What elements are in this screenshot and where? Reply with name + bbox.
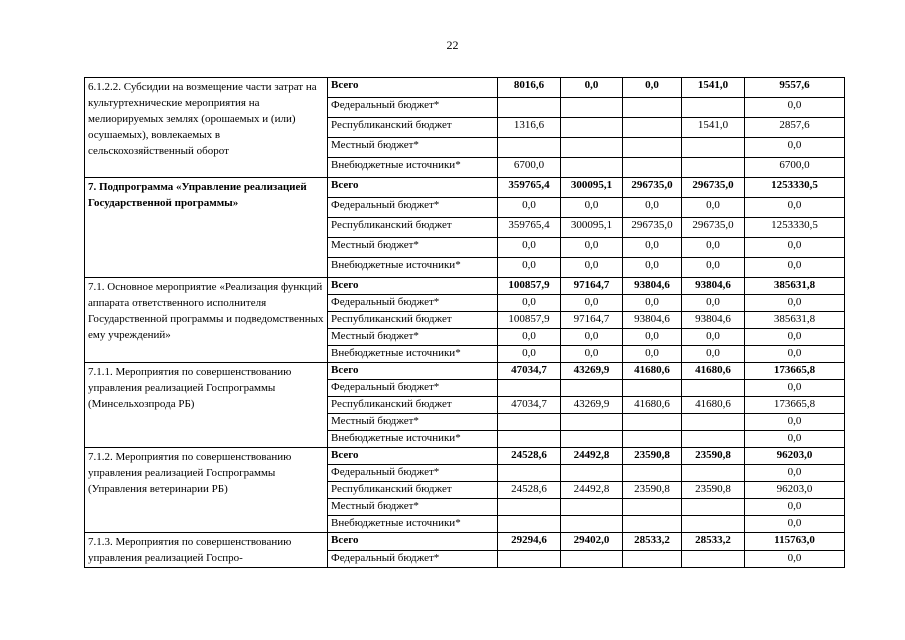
year-value-cell: 28533,2 xyxy=(682,533,745,551)
funding-source-cell: Федеральный бюджет* xyxy=(328,98,498,118)
total-value-cell: 0,0 xyxy=(745,414,845,431)
total-value-cell: 0,0 xyxy=(745,238,845,258)
year-value-cell xyxy=(623,380,682,397)
year-value-cell: 47034,7 xyxy=(498,397,561,414)
budget-table xyxy=(84,77,845,568)
total-value-cell: 0,0 xyxy=(745,346,845,363)
year-value-cell xyxy=(682,431,745,448)
funding-source-cell: Внебюджетные источники* xyxy=(328,158,498,178)
year-value-cell: 296735,0 xyxy=(623,218,682,238)
funding-source-cell: Федеральный бюджет* xyxy=(328,465,498,482)
year-value-cell: 0,0 xyxy=(623,78,682,98)
year-value-cell xyxy=(561,380,623,397)
year-value-cell: 93804,6 xyxy=(682,312,745,329)
year-value-cell xyxy=(623,499,682,516)
year-value-cell: 23590,8 xyxy=(682,448,745,465)
total-value-cell: 2857,6 xyxy=(745,118,845,138)
funding-source-cell: Внебюджетные источники* xyxy=(328,346,498,363)
year-value-cell: 100857,9 xyxy=(498,312,561,329)
total-value-cell: 9557,6 xyxy=(745,78,845,98)
year-value-cell: 8016,6 xyxy=(498,78,561,98)
total-value-cell: 6700,0 xyxy=(745,158,845,178)
year-value-cell: 0,0 xyxy=(561,329,623,346)
funding-source-cell: Федеральный бюджет* xyxy=(328,295,498,312)
year-value-cell: 0,0 xyxy=(623,238,682,258)
year-value-cell: 97164,7 xyxy=(561,312,623,329)
year-value-cell: 296735,0 xyxy=(623,178,682,198)
year-value-cell: 41680,6 xyxy=(623,363,682,380)
year-value-cell: 296735,0 xyxy=(682,218,745,238)
year-value-cell xyxy=(561,98,623,118)
year-value-cell: 6700,0 xyxy=(498,158,561,178)
funding-source-cell: Федеральный бюджет* xyxy=(328,380,498,397)
year-value-cell xyxy=(561,118,623,138)
year-value-cell xyxy=(561,158,623,178)
year-value-cell xyxy=(682,465,745,482)
year-value-cell: 0,0 xyxy=(623,258,682,278)
measure-name-cell: 7.1.3. Мероприятия по совершенствованию управления реализацией Госпро- xyxy=(85,533,328,568)
funding-source-cell: Местный бюджет* xyxy=(328,238,498,258)
total-value-cell: 0,0 xyxy=(745,516,845,533)
year-value-cell: 24492,8 xyxy=(561,448,623,465)
measure-name-cell: 7. Подпрограмма «Управление реализацией Государственной программы» xyxy=(85,178,328,278)
total-value-cell: 0,0 xyxy=(745,465,845,482)
year-value-cell: 29294,6 xyxy=(498,533,561,551)
table-row-total xyxy=(85,533,845,551)
total-value-cell: 96203,0 xyxy=(745,482,845,499)
total-value-cell: 0,0 xyxy=(745,380,845,397)
year-value-cell: 29402,0 xyxy=(561,533,623,551)
year-value-cell: 0,0 xyxy=(498,346,561,363)
total-value-cell: 0,0 xyxy=(745,198,845,218)
year-value-cell: 0,0 xyxy=(682,295,745,312)
year-value-cell xyxy=(561,465,623,482)
funding-source-cell: Всего xyxy=(328,363,498,380)
total-value-cell: 0,0 xyxy=(745,550,845,568)
year-value-cell xyxy=(498,138,561,158)
total-value-cell: 173665,8 xyxy=(745,363,845,380)
year-value-cell xyxy=(498,465,561,482)
funding-source-cell: Местный бюджет* xyxy=(328,329,498,346)
year-value-cell xyxy=(623,414,682,431)
year-value-cell xyxy=(498,499,561,516)
funding-source-cell: Всего xyxy=(328,278,498,295)
measure-name-cell: 7.1.1. Мероприятия по совершенствованию управления реализацией Госпрограммы (Минсельхозпрода РБ) xyxy=(85,363,328,448)
funding-source-cell: Местный бюджет* xyxy=(328,499,498,516)
year-value-cell: 0,0 xyxy=(623,329,682,346)
measure-name-cell: 6.1.2.2. Субсидии на возмещение части затрат на культуртехнические мероприятия на мелиорируемых землях (орошаемых и (или) осушаемых), вовлекаемых в сельскохозяйственный оборот xyxy=(85,78,328,178)
funding-source-cell: Всего xyxy=(328,448,498,465)
year-value-cell: 47034,7 xyxy=(498,363,561,380)
year-value-cell xyxy=(498,431,561,448)
year-value-cell: 100857,9 xyxy=(498,278,561,295)
year-value-cell: 0,0 xyxy=(682,258,745,278)
funding-source-cell: Всего xyxy=(328,78,498,98)
year-value-cell: 359765,4 xyxy=(498,218,561,238)
funding-source-cell: Республиканский бюджет xyxy=(328,218,498,238)
year-value-cell xyxy=(498,414,561,431)
year-value-cell: 0,0 xyxy=(498,198,561,218)
funding-source-cell: Республиканский бюджет xyxy=(328,482,498,499)
year-value-cell xyxy=(682,380,745,397)
year-value-cell: 23590,8 xyxy=(623,448,682,465)
year-value-cell: 0,0 xyxy=(561,238,623,258)
year-value-cell: 0,0 xyxy=(498,258,561,278)
total-value-cell: 96203,0 xyxy=(745,448,845,465)
total-value-cell: 0,0 xyxy=(745,329,845,346)
year-value-cell: 93804,6 xyxy=(682,278,745,295)
funding-source-cell: Республиканский бюджет xyxy=(328,397,498,414)
year-value-cell xyxy=(682,550,745,568)
funding-source-cell: Республиканский бюджет xyxy=(328,312,498,329)
year-value-cell xyxy=(623,98,682,118)
year-value-cell: 0,0 xyxy=(561,295,623,312)
total-value-cell: 0,0 xyxy=(745,499,845,516)
table-row-total xyxy=(85,78,845,98)
year-value-cell: 300095,1 xyxy=(561,218,623,238)
funding-source-cell: Местный бюджет* xyxy=(328,414,498,431)
total-value-cell: 1253330,5 xyxy=(745,218,845,238)
table-row-total xyxy=(85,278,845,295)
total-value-cell: 115763,0 xyxy=(745,533,845,551)
year-value-cell: 0,0 xyxy=(561,78,623,98)
table-body xyxy=(85,78,845,568)
year-value-cell: 0,0 xyxy=(561,258,623,278)
year-value-cell xyxy=(561,550,623,568)
total-value-cell: 0,0 xyxy=(745,98,845,118)
year-value-cell: 0,0 xyxy=(682,198,745,218)
year-value-cell xyxy=(623,516,682,533)
year-value-cell xyxy=(561,414,623,431)
year-value-cell: 23590,8 xyxy=(682,482,745,499)
total-value-cell: 1253330,5 xyxy=(745,178,845,198)
year-value-cell xyxy=(623,550,682,568)
year-value-cell xyxy=(682,158,745,178)
year-value-cell xyxy=(623,138,682,158)
year-value-cell xyxy=(682,98,745,118)
year-value-cell: 43269,9 xyxy=(561,397,623,414)
year-value-cell xyxy=(623,158,682,178)
year-value-cell: 0,0 xyxy=(498,329,561,346)
year-value-cell xyxy=(561,499,623,516)
year-value-cell: 24528,6 xyxy=(498,482,561,499)
total-value-cell: 385631,8 xyxy=(745,312,845,329)
total-value-cell: 173665,8 xyxy=(745,397,845,414)
funding-source-cell: Местный бюджет* xyxy=(328,138,498,158)
year-value-cell: 1316,6 xyxy=(498,118,561,138)
year-value-cell xyxy=(682,414,745,431)
total-value-cell: 0,0 xyxy=(745,258,845,278)
year-value-cell xyxy=(682,516,745,533)
total-value-cell: 0,0 xyxy=(745,431,845,448)
funding-source-cell: Внебюджетные источники* xyxy=(328,258,498,278)
year-value-cell: 300095,1 xyxy=(561,178,623,198)
year-value-cell: 0,0 xyxy=(623,295,682,312)
year-value-cell: 0,0 xyxy=(682,238,745,258)
year-value-cell: 0,0 xyxy=(682,329,745,346)
measure-name-cell: 7.1. Основное мероприятие «Реализация функций аппарата ответственного исполнителя Государственной программы и подведомственных ему учреждений» xyxy=(85,278,328,363)
year-value-cell xyxy=(682,499,745,516)
year-value-cell: 28533,2 xyxy=(623,533,682,551)
year-value-cell: 296735,0 xyxy=(682,178,745,198)
year-value-cell xyxy=(498,380,561,397)
year-value-cell: 0,0 xyxy=(561,346,623,363)
year-value-cell: 41680,6 xyxy=(623,397,682,414)
table-row-total xyxy=(85,178,845,198)
year-value-cell xyxy=(623,431,682,448)
year-value-cell: 0,0 xyxy=(623,346,682,363)
year-value-cell: 0,0 xyxy=(498,238,561,258)
year-value-cell: 23590,8 xyxy=(623,482,682,499)
year-value-cell: 1541,0 xyxy=(682,78,745,98)
year-value-cell: 0,0 xyxy=(561,198,623,218)
year-value-cell: 359765,4 xyxy=(498,178,561,198)
funding-source-cell: Федеральный бюджет* xyxy=(328,198,498,218)
funding-source-cell: Всего xyxy=(328,533,498,551)
year-value-cell xyxy=(682,138,745,158)
year-value-cell: 0,0 xyxy=(498,295,561,312)
year-value-cell: 1541,0 xyxy=(682,118,745,138)
total-value-cell: 385631,8 xyxy=(745,278,845,295)
year-value-cell: 0,0 xyxy=(682,346,745,363)
funding-source-cell: Федеральный бюджет* xyxy=(328,550,498,568)
total-value-cell: 0,0 xyxy=(745,295,845,312)
table-row-total xyxy=(85,448,845,465)
funding-source-cell: Республиканский бюджет xyxy=(328,118,498,138)
year-value-cell xyxy=(561,431,623,448)
year-value-cell: 93804,6 xyxy=(623,312,682,329)
year-value-cell: 93804,6 xyxy=(623,278,682,295)
year-value-cell: 43269,9 xyxy=(561,363,623,380)
year-value-cell xyxy=(623,118,682,138)
year-value-cell: 24528,6 xyxy=(498,448,561,465)
page-number: 22 xyxy=(446,38,459,52)
funding-source-cell: Всего xyxy=(328,178,498,198)
year-value-cell: 41680,6 xyxy=(682,363,745,380)
measure-name-cell: 7.1.2. Мероприятия по совершенствованию управления реализацией Госпрограммы (Управления ветеринарии РБ) xyxy=(85,448,328,533)
funding-source-cell: Внебюджетные источники* xyxy=(328,516,498,533)
year-value-cell: 0,0 xyxy=(623,198,682,218)
year-value-cell xyxy=(561,516,623,533)
year-value-cell xyxy=(561,138,623,158)
funding-source-cell: Внебюджетные источники* xyxy=(328,431,498,448)
year-value-cell: 97164,7 xyxy=(561,278,623,295)
year-value-cell xyxy=(498,516,561,533)
year-value-cell xyxy=(498,550,561,568)
table-row-total xyxy=(85,363,845,380)
year-value-cell xyxy=(498,98,561,118)
year-value-cell: 24492,8 xyxy=(561,482,623,499)
year-value-cell xyxy=(623,465,682,482)
year-value-cell: 41680,6 xyxy=(682,397,745,414)
total-value-cell: 0,0 xyxy=(745,138,845,158)
